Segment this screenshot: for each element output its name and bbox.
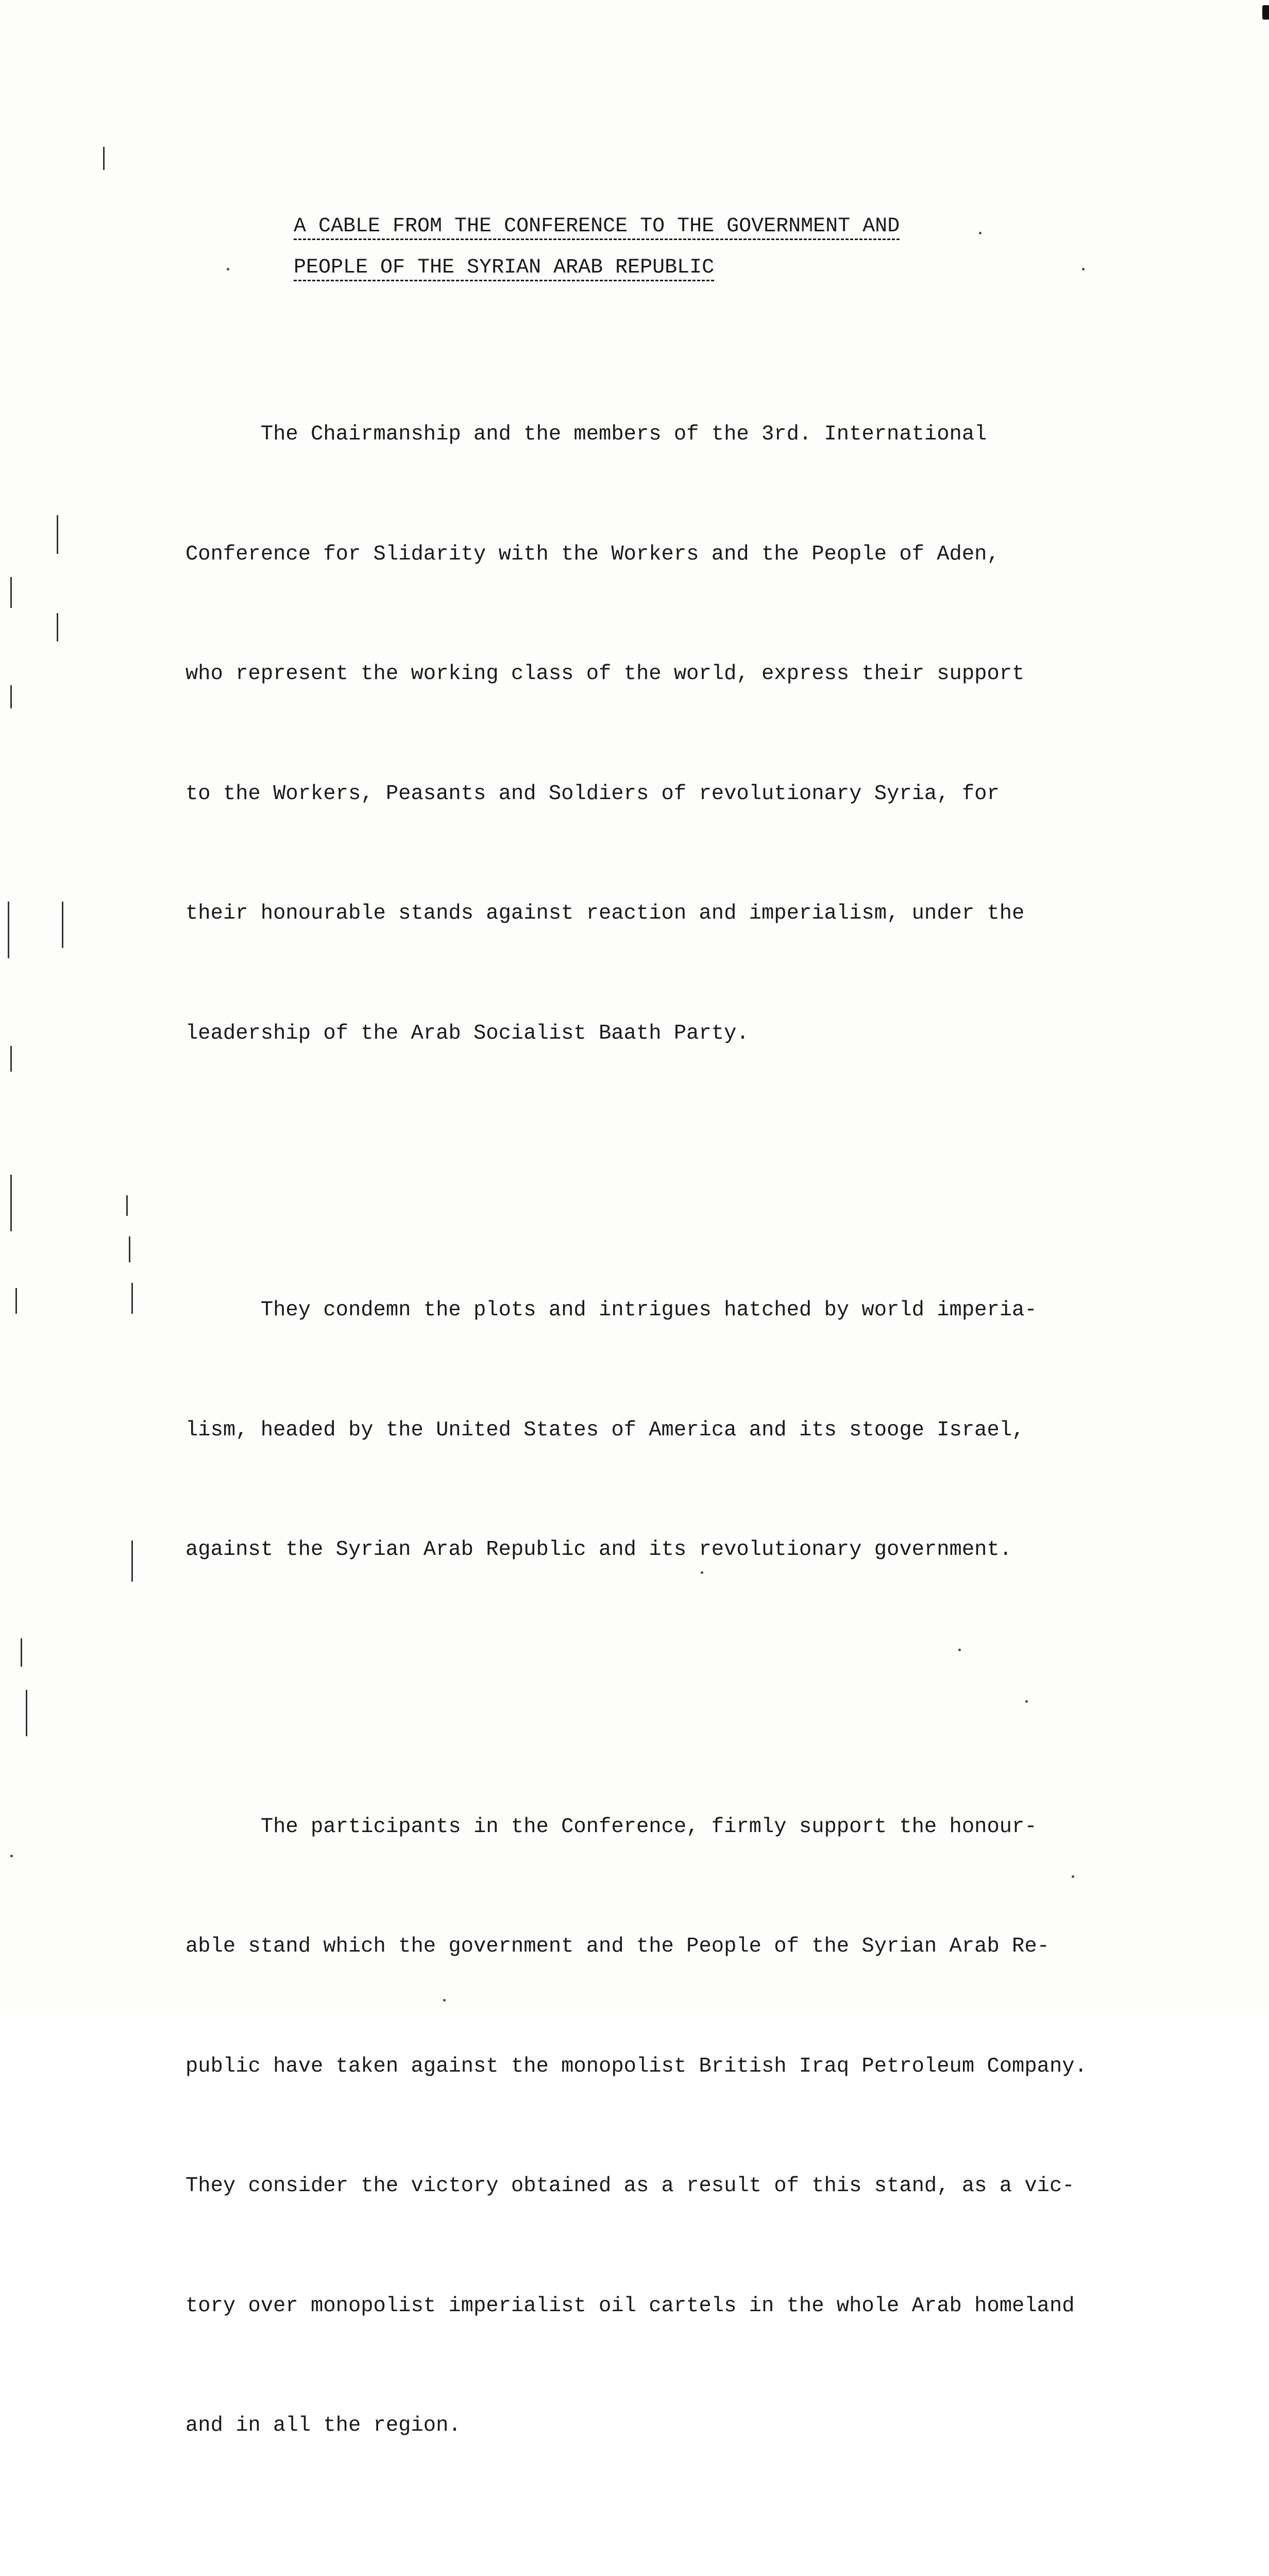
text-line: their honourable stands against reaction and imperialism, under the	[185, 902, 1025, 925]
paragraph-1	[185, 335, 1221, 1133]
scan-speck	[10, 1855, 13, 1857]
scan-artifact	[10, 1046, 12, 1072]
scan-speck	[443, 1999, 446, 2002]
scan-artifact	[10, 577, 12, 608]
scan-artifact	[21, 1638, 22, 1667]
title-line: PEOPLE OF THE SYRIAN ARAB REPUBLIC	[294, 256, 715, 279]
scan-artifact	[62, 902, 63, 948]
scan-speck	[1082, 268, 1085, 270]
scan-artifact	[8, 902, 9, 958]
paragraph-2	[185, 1211, 1221, 1650]
text-line: lism, headed by the United States of America and its stooge Israel,	[185, 1418, 1025, 1442]
text-line: They condemn the plots and intrigues hatched by world imperia-	[185, 1298, 1037, 1322]
document-title	[294, 206, 1015, 289]
scan-artifact	[26, 1690, 27, 1736]
title-line: A CABLE FROM THE CONFERENCE TO THE GOVERNMENT AND	[294, 215, 900, 238]
text-line: public have taken against the monopolist British Iraq Petroleum Company.	[185, 2054, 1087, 2078]
paragraph-3	[185, 1727, 1221, 2526]
text-line: They consider the victory obtained as a result of this stand, as a vic-	[185, 2174, 1075, 2198]
text-line: who represent the working class of the world, express their support	[185, 662, 1025, 686]
scan-speck	[1025, 1700, 1028, 1703]
scan-speck	[1262, 5, 1269, 20]
scan-artifact	[10, 685, 12, 708]
text-line: and in all the region.	[185, 2414, 461, 2437]
scan-artifact	[15, 1288, 17, 1314]
scan-artifact	[10, 1175, 12, 1231]
text-line: Conference for Slidarity with the Workers and the People of Aden,	[185, 542, 1000, 566]
scan-artifact	[131, 1540, 133, 1582]
scan-speck	[958, 1649, 961, 1651]
scan-speck	[1072, 1875, 1074, 1878]
scan-artifact	[126, 1195, 128, 1216]
text-line: The Chairmanship and the members of the 3rd. International	[185, 422, 987, 446]
scan-speck	[701, 1571, 703, 1574]
document-body	[185, 335, 1221, 2576]
scan-artifact	[57, 613, 58, 641]
scan-speck	[979, 232, 982, 234]
scan-speck	[227, 268, 229, 270]
text-line: leadership of the Arab Socialist Baath Party.	[185, 1021, 749, 1045]
text-line: able stand which the government and the People of the Syrian Arab Re-	[185, 1935, 1050, 1958]
scan-artifact	[131, 1283, 133, 1314]
scan-artifact	[129, 1236, 130, 1262]
text-line: tory over monopolist imperialist oil cartels in the whole Arab homeland	[185, 2294, 1075, 2318]
text-line: against the Syrian Arab Republic and its revolutionary government.	[185, 1538, 1012, 1562]
scan-artifact	[103, 147, 105, 170]
text-line: to the Workers, Peasants and Soldiers of revolutionary Syria, for	[185, 782, 1000, 806]
text-line: The participants in the Conference, firmly support the honour-	[185, 1815, 1037, 1839]
scan-artifact	[57, 515, 58, 554]
